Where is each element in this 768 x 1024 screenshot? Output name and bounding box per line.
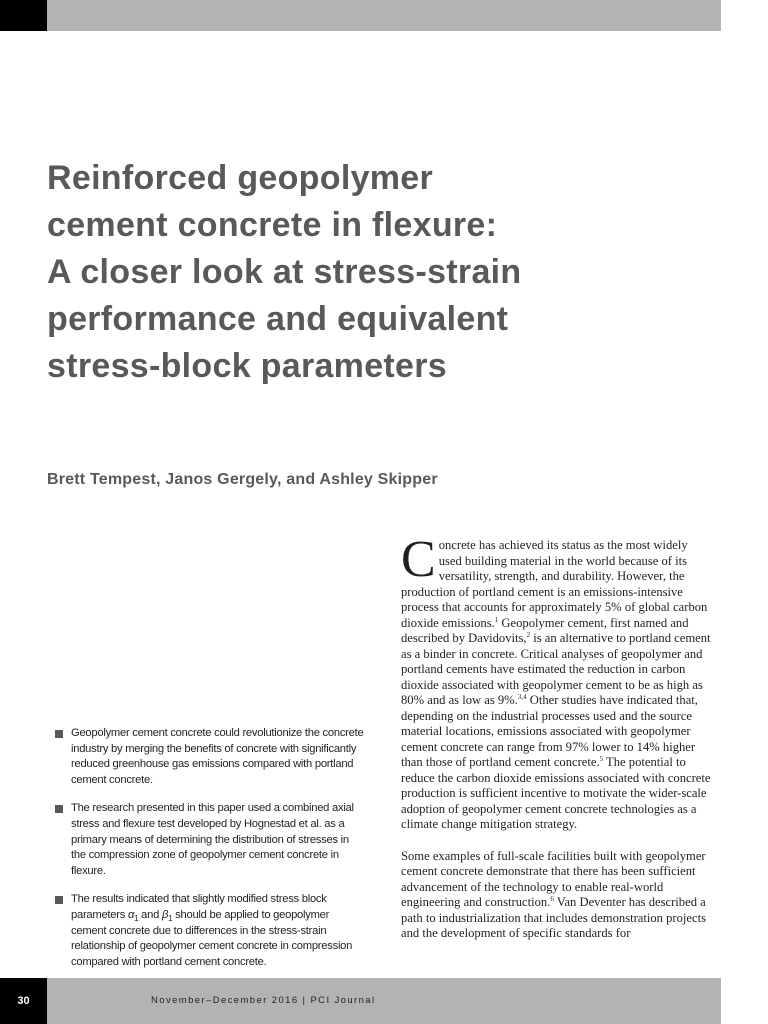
square-bullet-icon <box>55 896 63 904</box>
article-body <box>401 531 713 942</box>
title-line: stress-block parameters <box>47 347 447 385</box>
square-bullet-icon <box>55 730 63 738</box>
alpha-symbol: α <box>127 908 135 921</box>
square-bullet-icon <box>55 805 63 813</box>
summary-text <box>71 892 365 970</box>
beta-subscript: 1 <box>168 914 173 924</box>
title-line: performance and equivalent <box>47 300 509 338</box>
summary-text-part: The results indicated that slightly modified stress block parameters <box>71 893 327 921</box>
reference-marker: 1 <box>494 615 499 624</box>
summary-text-part: and <box>138 908 162 921</box>
body-text: oncrete has achieved its status as the most widely used building material in the world because of its versatility, strength, and durability. However, the production of portland cement is an emissions-intensive process that accounts for approximately 5% of global carbon dioxide emissions. <box>401 538 708 630</box>
header-black-block <box>0 0 47 31</box>
body-text: Other studies have indicated that, depending on the industrial processes used and the source material locations, emissions associated with geopolymer cement concrete can range from 97% lower to 14% higher than those of portland cement concrete. <box>401 693 698 769</box>
title-line: A closer look at stress-strain <box>47 253 522 291</box>
summary-bullet <box>55 801 365 879</box>
summary-bullet <box>55 726 365 788</box>
body-paragraph <box>401 531 713 833</box>
drop-cap: C <box>401 531 436 588</box>
body-text: The potential to reduce the carbon dioxide emissions associated with concrete production is sufficient incentive to motivate the wider-scale adoption of geopolymer cement concrete technologies as a climate change mitigation strategy. <box>401 755 711 831</box>
title-line: cement concrete in flexure: <box>47 206 498 244</box>
reference-marker: 2 <box>526 630 531 639</box>
summary-text: The research presented in this paper used a combined axial stress and flexure test developed by Hognestad et al. as a primary means of determining the distribution of stresses in the compression zone of geopolymer cement concrete in flexure. <box>71 802 354 877</box>
summary-text-part: should be applied to geopolymer cement concrete due to differences in the stress-strain relationship of geopolymer cement concrete in compression compared with portland cement concrete. <box>71 908 353 968</box>
alpha-subscript: 1 <box>134 914 139 924</box>
summary-text: Geopolymer cement concrete could revolutionize the concrete industry by merging the benefits of concrete with significantly reduced greenhouse gas emissions compared with portland cement concrete. <box>71 727 364 786</box>
body-text: is an alternative to portland cement as a binder in concrete. Critical analyses of geopolymer and portland cements have estimated the reduction in carbon dioxide associated with geopolymer cement to be as high as 80% and as low as 9%. <box>401 631 711 707</box>
title-line: Reinforced geopolymer <box>47 159 434 197</box>
body-paragraph <box>401 849 713 942</box>
page-number: 30 <box>0 978 47 1024</box>
reference-marker: 3,4 <box>517 692 527 701</box>
footer-bar <box>47 978 721 1024</box>
beta-symbol: β <box>161 908 169 921</box>
body-text: Some examples of full-scale facilities built with geopolymer cement concrete demonstrate that there has been sufficient advancement of the technology to enable real-world engineering and construction. <box>401 848 706 909</box>
header-gray-bar <box>47 0 721 31</box>
reference-marker: 5 <box>599 754 604 763</box>
summary-bullets <box>55 726 365 983</box>
journal-issue: November–December 2016 | PCI Journal <box>151 995 376 1006</box>
article-title <box>47 155 727 390</box>
body-text: Van Deventer has described a path to industrialization that includes demonstration projects and the development of specific standards for <box>401 895 706 940</box>
body-text: Geopolymer cement, first named and described by Davidovits, <box>401 615 689 645</box>
reference-marker: 6 <box>550 894 554 903</box>
article-authors: Brett Tempest, Janos Gergely, and Ashley Skipper <box>47 471 438 488</box>
summary-bullet <box>55 892 365 970</box>
